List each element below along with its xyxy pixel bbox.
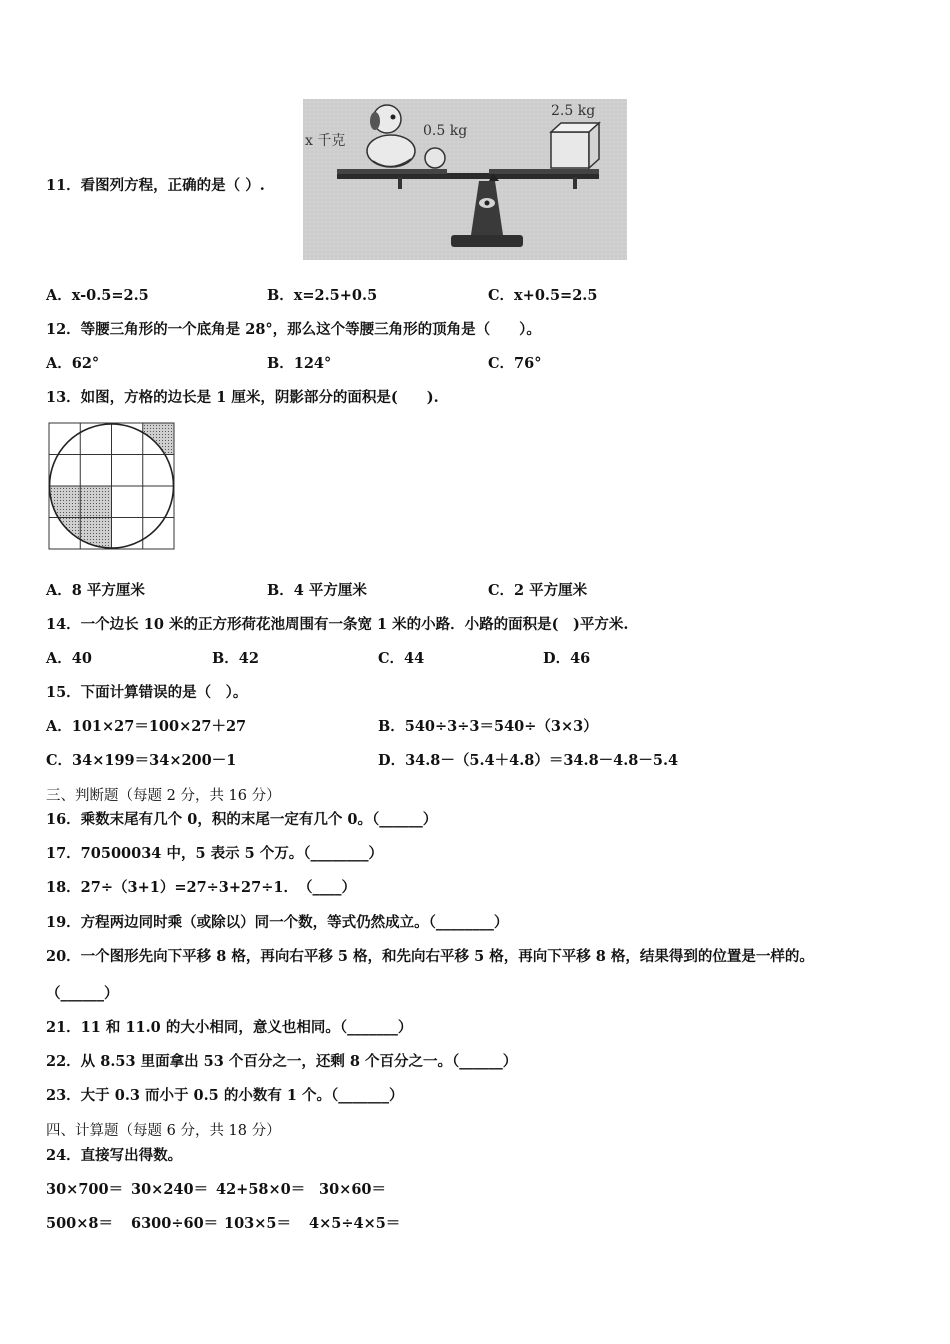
section-3-heading: 三、判断题（每题 2 分，共 16 分） [46,788,281,804]
box-weight-label: 2.5 kg [551,103,596,119]
circle-grid-figure [48,422,175,550]
calc-item: 30×240＝ [131,1181,209,1198]
q14-option-c[interactable]: C．44 [378,650,425,667]
question-17: 17．70500034 中，5 表示 5 个万。（________） [46,845,384,862]
q11-option-b[interactable]: B．x=2.5+0.5 [267,287,378,304]
calc-item: 4×5÷4×5＝ [309,1215,401,1232]
q12-option-c[interactable]: C．76° [488,355,542,372]
question-11: 11．看图列方程，正确的是（ ）. [46,177,265,194]
calc-item: 30×60＝ [319,1181,387,1198]
calc-item: 500×8＝ [46,1215,114,1232]
q11-option-a[interactable]: A．x-0.5=2.5 [46,287,149,304]
section-4-heading: 四、计算题（每题 6 分，共 18 分） [46,1123,281,1139]
box-image [551,123,599,168]
question-13: 13．如图，方格的边长是 1 厘米，阴影部分的面积是( ). [46,389,439,406]
question-20-blank: （______） [46,985,119,1002]
q15-option-c[interactable]: C．34×199＝34×200－1 [46,752,237,769]
q12-option-a[interactable]: A．62° [46,355,100,372]
ball-weight-label: 0.5 kg [423,123,468,139]
right-pan [489,169,599,174]
q14-option-b[interactable]: B．42 [212,650,259,667]
calc-item: 42+58×0＝ [216,1181,306,1198]
question-20: 20．一个图形先向下平移 8 格，再向右平移 5 格，和先向右平移 5 格，再向下平移 8 格，结果得到的位置是一样的。 [46,948,814,965]
question-24: 24．直接写出得数。 [46,1147,183,1164]
q11-option-c[interactable]: C．x+0.5=2.5 [488,287,598,304]
question-22: 22．从 8.53 里面拿出 53 个百分之一，还剩 8 个百分之一。（______） [46,1053,518,1070]
q13-option-c[interactable]: C．2 平方厘米 [488,582,588,599]
question-23: 23．大于 0.3 而小于 0.5 的小数有 1 个。（_______） [46,1087,404,1104]
question-15: 15．下面计算错误的是（ ）。 [46,684,248,701]
q13-option-a[interactable]: A．8 平方厘米 [46,582,145,599]
q13-option-b[interactable]: B．4 平方厘米 [267,582,367,599]
balance-scale-figure [303,99,627,260]
question-18: 18．27÷（3+1）=27÷3+27÷1． （____） [46,879,356,896]
q15-option-d[interactable]: D．34.8－（5.4＋4.8）＝34.8－4.8－5.4 [378,752,679,769]
left-pan [337,169,447,174]
calc-item: 30×700＝ [46,1181,124,1198]
calc-item: 103×5＝ [224,1215,292,1232]
question-19: 19．方程两边同时乘（或除以）同一个数，等式仍然成立。（________） [46,914,509,931]
q15-option-b[interactable]: B．540÷3÷3＝540÷（3×3） [378,718,598,735]
q14-option-a[interactable]: A．40 [46,650,92,667]
calc-item: 6300÷60＝ [131,1215,219,1232]
ball-image [425,148,445,168]
unknown-weight-label: x 千克 [305,133,346,149]
q12-option-b[interactable]: B．124° [267,355,332,372]
scale-base [451,235,523,247]
q14-option-d[interactable]: D．46 [543,650,591,667]
q15-option-a[interactable]: A．101×27＝100×27＋27 [46,718,247,735]
question-12: 12．等腰三角形的一个底角是 28°，那么这个等腰三角形的顶角是（ ）。 [46,321,541,338]
question-21: 21．11 和 11.0 的大小相同，意义也相同。（_______） [46,1019,413,1036]
question-16: 16．乘数末尾有几个 0，积的末尾一定有几个 0。（______） [46,811,438,828]
question-14: 14．一个边长 10 米的正方形荷花池周围有一条宽 1 米的小路．小路的面积是( )平方米. [46,616,629,633]
